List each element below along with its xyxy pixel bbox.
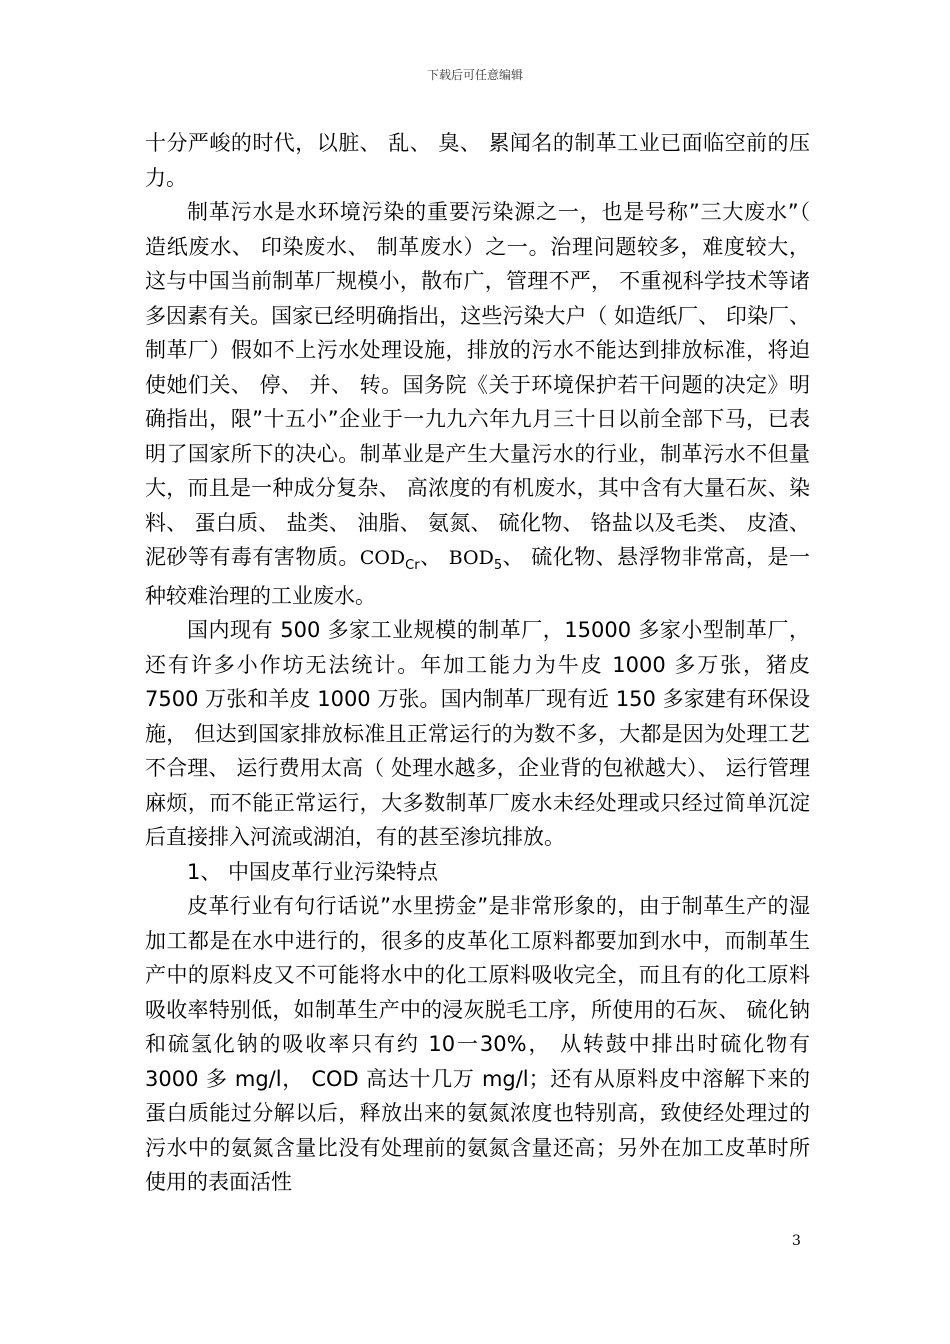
page-header: 下载后可任意编辑 — [426, 68, 523, 82]
separator: 、 — [419, 545, 449, 569]
cod-subscript: Cr — [405, 558, 420, 573]
paragraph-2-text: 制革污水是水环境污染的重要污染源之一，也是号称”三大废水”（ 造纸废水、 印染废水、 制革废水）之一。治理问题较多，难度较大， 这与中国当前制革厂规模小，散布广，管理不严， 不重视科学技术等诸多因素有关。国家已经明确指出，这些污染大户（ 如造纸厂、 印染厂、 制革厂）假如不上污水处理设施，排放的污水不能达到排放标准，将迫使她们关、 停、 并、 转。国务院《关于环境保护若干问题的决定》明确指出，限”十五小”企业于一九九六年九月三十日以前全部下马，已表明了国家所下的决心。制革业是产生大量污水的行业，制革污水不但量大，而且是一种成分复杂、 高浓度的有机废水，其中含有大量石灰、染料、 蛋白质、 盐类、 油脂、 氨氮、 硫化物、 铬盐以及毛类、 皮渣、 泥砂等有毒有害物质。 — [145, 200, 810, 569]
paragraph-1: 十分严峻的时代，以脏、 乱、 臭、 累闻名的制革工业已面临空前的压力。 — [145, 131, 810, 190]
paragraph-2 — [145, 195, 810, 613]
paragraph-2-tail: 、 硫化物、悬浮物非常高，是一种较难治理的工业废水。 — [145, 545, 810, 608]
document-body — [145, 126, 810, 1200]
cod-label: COD — [359, 547, 406, 569]
paragraph-3: 国内现有 500 多家工业规模的制革厂，15000 多家小型制革厂， 还有许多小作坊无法统计。年加工能力为牛皮 1000 多万张，猪皮 7500 万张和羊皮 1000 万张。国内制革厂现有近 150 多家建有环保设施， 但达到国家排放标准且正常运行的为数不多，大都是因为处理工艺不合理、 运行费用太高（ 处理水越多，企业背的包袱越大）、 运行管理麻烦，而不能正常运行，大多数制革厂废水未经处理或只经过简单沉淀后直接排入河流或湖泊，有的甚至渗坑排放。 — [145, 618, 810, 849]
paragraph-4: 皮革行业有句行话说”水里捞金”是非常形象的，由于制革生产的湿加工都是在水中进行的，很多的皮革化工原料都要加到水中，而制革生产中的原料皮又不可能将水中的化工原料吸收完全，而且有的化工原料吸收率特别低，如制革生产中的浸灰脱毛工序，所使用的石灰、 硫化钠和硫氢化钠的吸收率只有约 10一30%， 从转鼓中排出时硫化物有 3000 多 mg/l， COD 高达十几万 mg/l；还有从原料皮中溶解下来的蛋白质能过分解以后，释放出来的氨氮浓度也特别高，致使经处理过的污水中的氨氮含量比没有处理前的氨氮含量还高；另外在加工皮革时所使用的表面活性 — [145, 894, 810, 1194]
page-number: 3 — [792, 1233, 801, 1249]
section-heading: 1、 中国皮革行业污染特点 — [187, 859, 439, 884]
bod-subscript: 5 — [493, 558, 503, 573]
bod-label: BOD — [448, 547, 494, 569]
